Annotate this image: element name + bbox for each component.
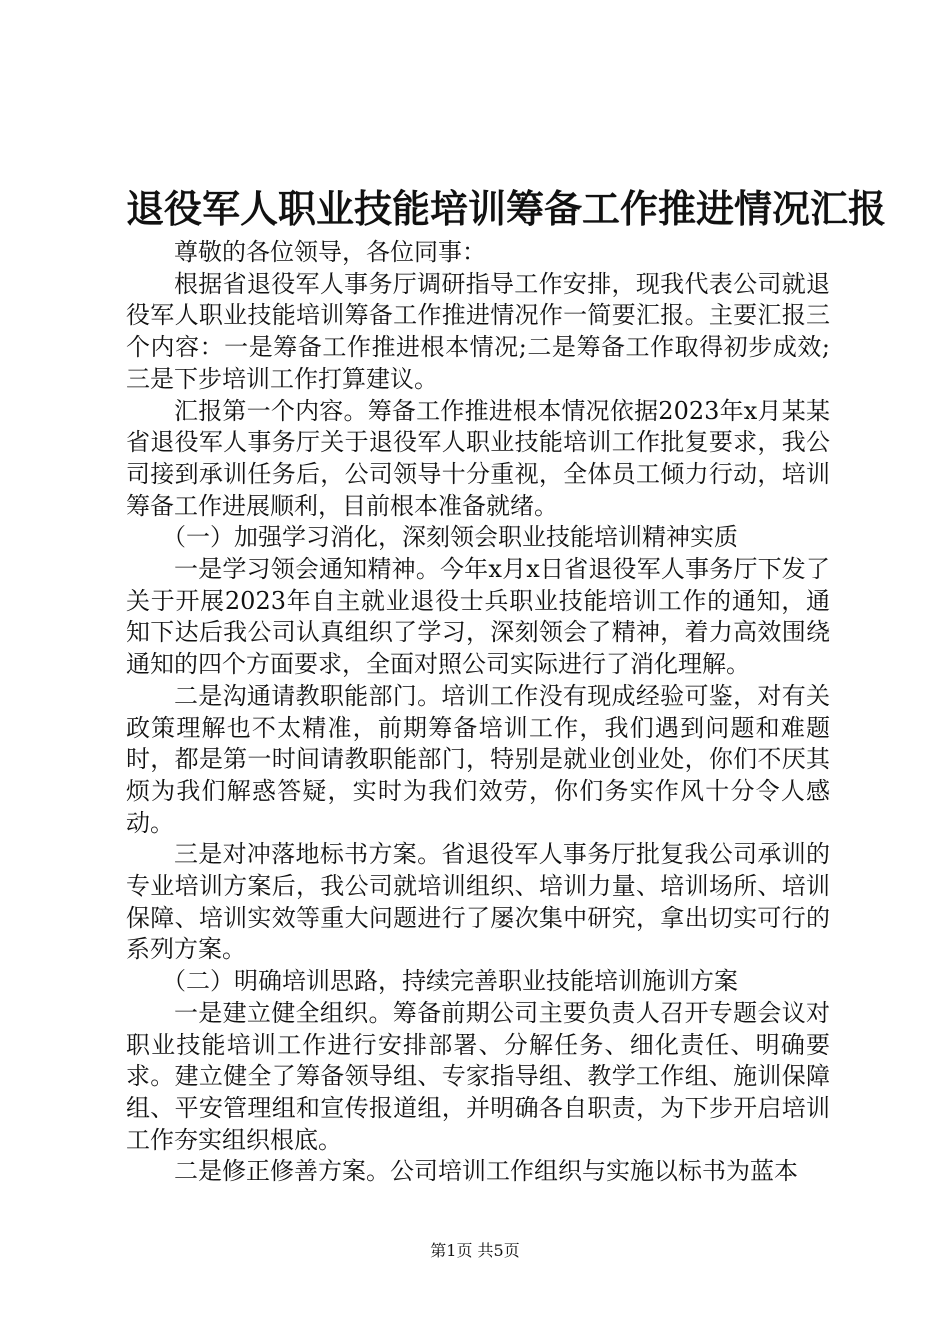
- section-heading-2: （二）明确培训思路，持续完善职业技能培训施训方案: [162, 967, 738, 996]
- page-footer: 第1页 共5页: [430, 1241, 520, 1260]
- paragraph-organization: 一是建立健全组织。筹备前期公司主要负责人召开专题会议对职业技能培训工作进行安排部署、分解任务、细化责任、明确要求。建立健全了筹备领导组、专家指导组、教学工作组、施训保障组、平安管理组和宣传报道组，并明确各自职责，为下步开启培训工作夯实组织根底。: [126, 998, 830, 1154]
- document-body: [126, 237, 830, 1188]
- paragraph-bid-plan: 三是对冲落地标书方案。省退役军人事务厅批复我公司承训的专业培训方案后，我公司就培训组织、培训力量、培训场所、培训保障、培训实效等重大问题进行了屡次集中研究，拿出切实可行的系列方案。: [126, 840, 830, 964]
- paragraph-part-one: 汇报第一个内容。筹备工作推进根本情况依据2023年x月某某省退役军人事务厅关于退役军人职业技能培训工作批复要求，我公司接到承训任务后，公司领导十分重视，全体员工倾力行动，培训筹备工作进展顺利，目前根本准备就绪。: [126, 396, 830, 520]
- paragraph-consult-departments: 二是沟通请教职能部门。培训工作没有现成经验可鉴，对有关政策理解也不太精准，前期筹备培训工作，我们遇到问题和难题时，都是第一时间请教职能部门，特别是就业创业处，你们不厌其烦为我们解惑答疑，实时为我们效劳，你们务实作风十分令人感动。: [126, 681, 830, 837]
- paragraph-revise-plan: 二是修正修善方案。公司培训工作组织与实施以标书为蓝本: [174, 1157, 798, 1186]
- paragraph-intro: 根据省退役军人事务厅调研指导工作安排，现我代表公司就退役军人职业技能培训筹备工作推进情况作一简要汇报。主要汇报三个内容：一是筹备工作推进根本情况;二是筹备工作取得初步成效;三是下步培训工作打算建议。: [126, 269, 830, 393]
- salutation: 尊敬的各位领导，各位同事：: [174, 238, 486, 266]
- section-heading-1: （一）加强学习消化，深刻领会职业技能培训精神实质: [162, 523, 738, 552]
- document-title: 退役军人职业技能培训筹备工作推进情况汇报: [126, 186, 887, 231]
- paragraph-study-notice: 一是学习领会通知精神。今年x月x日省退役军人事务厅下发了关于开展2023年自主就业退役士兵职业技能培训工作的通知，通知下达后我公司认真组织了学习，深刻领会了精神，着力高效围绕通知的四个方面要求，全面对照公司实际进行了消化理解。: [126, 555, 830, 679]
